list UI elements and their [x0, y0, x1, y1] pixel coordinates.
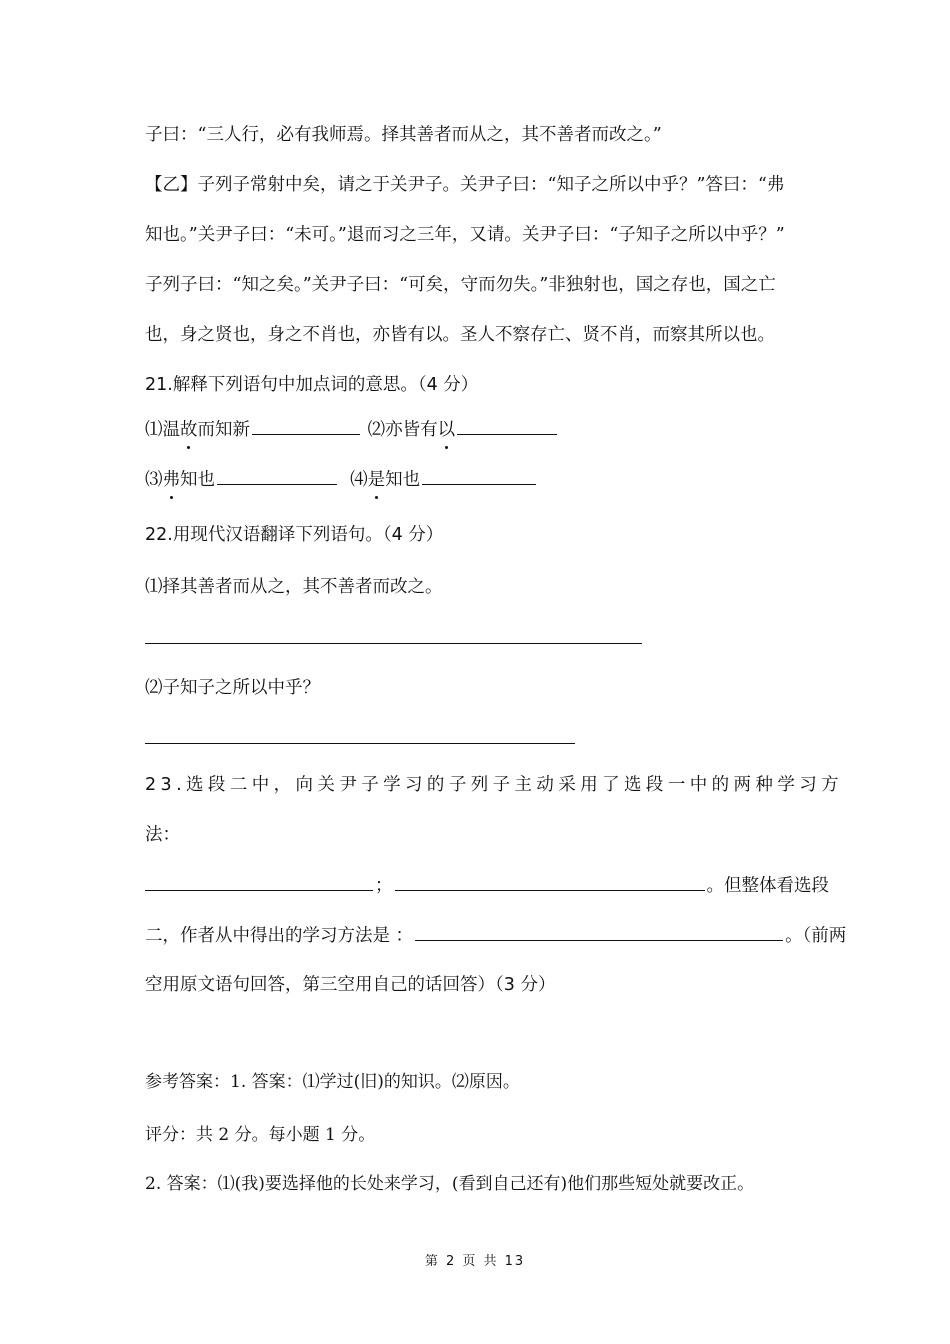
passage-line-1: 子曰：“三人行，必有我师焉。择其善者而从之，其不善者而改之。”	[145, 125, 662, 145]
q23-blank-3[interactable]	[415, 922, 783, 941]
q23-row-3	[145, 872, 829, 899]
q21-item2-blank[interactable]	[457, 416, 557, 435]
q23-blank-2[interactable]	[395, 872, 705, 891]
q21-item4-pre: ⑷	[350, 470, 368, 490]
answer-line-2: 评分：共 2 分。每小题 1 分。	[145, 1125, 376, 1145]
q22-answer-line-2[interactable]	[145, 743, 575, 744]
q23-line-1: 23.选段二中，向关尹子学习的子列子主动采用了选段一中的两种学习方	[145, 775, 844, 795]
passage-line-4: 子列子曰：“知之矣。”关尹子曰：“可矣，守而勿失。”非独射也，国之存也，国之亡	[145, 275, 776, 295]
q22-answer-line-1[interactable]	[145, 643, 642, 644]
page-footer: 第 2 页 共 13	[424, 1254, 526, 1269]
q23-row-4	[145, 922, 846, 949]
q23-line-5: 空用原文语句回答，第三空用自己的话回答）（3 分）	[145, 975, 556, 995]
passage-line-3: 知也。”关尹子曰：“未可。”退而习之三年，又请。关尹子曰：“子知子之所以中乎？”	[145, 225, 785, 245]
q21-item4-blank[interactable]	[422, 466, 536, 485]
q23-separator: ；	[375, 876, 393, 896]
answer-line-3: 2. 答案：⑴(我)要选择他的长处来学习，(看到自己还有)他们那些短处就要改正。	[145, 1174, 755, 1194]
q21-item4-post: 知也	[385, 470, 421, 490]
q21-item4-dotted-word: 是	[368, 467, 386, 493]
q22-item-2: ⑵子知子之所以中乎？	[145, 678, 320, 698]
q21-row-2	[145, 466, 538, 493]
q21-item3-blank[interactable]	[217, 466, 337, 485]
q22-title: 22.用现代汉语翻译下列语句。（4 分）	[145, 525, 444, 545]
passage-line-5: 也，身之贤也，身之不肖也，亦皆有以。圣人不察存亡、贤不肖，而察其所以也。	[145, 325, 775, 345]
q21-title: 21.解释下列语句中加点词的意思。（4 分）	[145, 375, 479, 395]
q22-item-1: ⑴择其善者而从之，其不善者而改之。	[145, 577, 443, 597]
passage-line-2: 【乙】子列子常射中矣，请之于关尹子。关尹子曰：“知子之所以中乎？”答曰：“弗	[145, 175, 785, 195]
q23-line-2: 法：	[145, 825, 180, 845]
q23-line3-tail: 。但整体看选段	[706, 876, 829, 896]
q23-line4-pre: 二，作者从中得出的学习方法是 ：	[145, 926, 414, 946]
q21-item2-pre: ⑵亦皆有	[367, 420, 438, 440]
q21-item1-blank[interactable]	[252, 416, 360, 435]
q21-item1-post: 而知新	[197, 420, 250, 440]
q21-item3-pre: ⑶	[145, 470, 163, 490]
q21-item3-dotted-word: 弗	[163, 467, 181, 493]
q23-line4-tail: 。（前两	[785, 926, 847, 946]
q21-item3-post: 知也	[180, 470, 215, 490]
q23-blank-1[interactable]	[145, 872, 373, 891]
answer-line-1: 参考答案：1. 答案：⑴学过(旧)的知识。⑵原因。	[145, 1072, 520, 1092]
q21-item1-pre: ⑴温	[145, 420, 180, 440]
q21-item1-dotted-word: 故	[180, 417, 198, 443]
q21-item2-dotted-word: 以	[438, 417, 456, 443]
q21-row-1	[145, 416, 559, 443]
